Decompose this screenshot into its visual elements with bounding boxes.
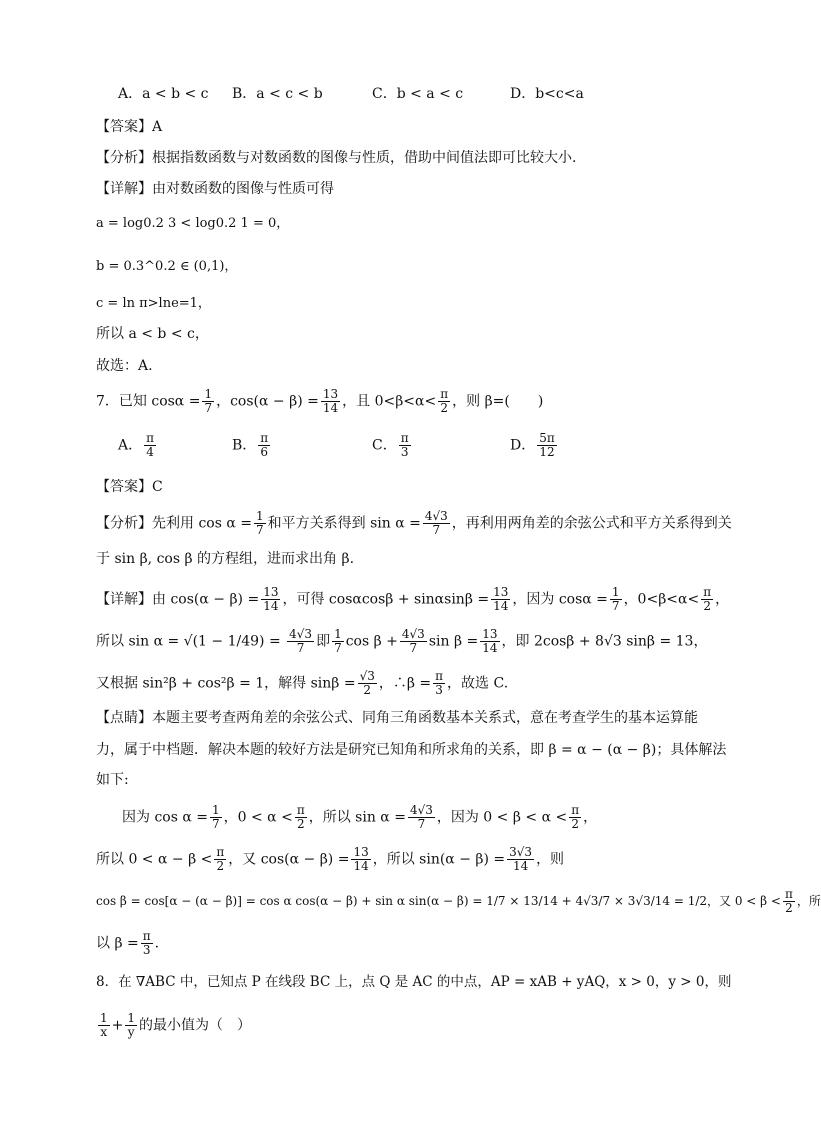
q6-detail bbox=[96, 179, 334, 199]
denominator: 2 bbox=[571, 817, 579, 831]
fraction bbox=[295, 804, 307, 831]
denominator: 7 bbox=[432, 523, 441, 537]
comment-part: 所以 0 < α − β < bbox=[96, 851, 213, 868]
numerator: 13 bbox=[353, 845, 369, 859]
denominator: 12 bbox=[539, 445, 555, 459]
denominator: 14 bbox=[512, 859, 529, 873]
numerator: π bbox=[784, 887, 793, 901]
numerator: 4√3 bbox=[424, 509, 448, 523]
denominator: 14 bbox=[493, 599, 509, 613]
option-label: C． bbox=[372, 437, 397, 454]
detail-part: ，因为 cosα = bbox=[512, 591, 608, 608]
denominator: 2 bbox=[440, 401, 448, 415]
q7-comment-line5 bbox=[96, 846, 564, 873]
denominator: 3 bbox=[435, 683, 443, 697]
detail-part: ，即 2cosβ + 8√3 sinβ = 13， bbox=[501, 633, 708, 650]
detail-tag: 【详解】 bbox=[96, 181, 152, 197]
q7-detail-line3 bbox=[96, 670, 508, 697]
q7-comment-line6 bbox=[96, 888, 821, 915]
fraction bbox=[569, 804, 581, 831]
numerator: 5π bbox=[539, 431, 555, 445]
q7-comment-line7 bbox=[96, 930, 159, 957]
numerator: π bbox=[146, 431, 155, 445]
q7-stem bbox=[96, 388, 543, 415]
numerator: π bbox=[260, 431, 269, 445]
q7-comment-line3: 如下: bbox=[96, 772, 129, 788]
denominator: 7 bbox=[409, 641, 418, 655]
detail-text: 由对数函数的图像与性质可得 bbox=[152, 181, 334, 197]
analysis-part: 先利用 cos α = bbox=[152, 515, 252, 532]
comment-part: 以 β = bbox=[96, 935, 139, 952]
denominator: 14 bbox=[353, 859, 369, 873]
option-label: B． bbox=[232, 437, 257, 454]
detail-part: ，可得 cosαcosβ + sinαsinβ = bbox=[282, 591, 490, 608]
detail-part: cos β + bbox=[345, 633, 398, 650]
q8-stem-line2: $\frac{1}{x}$ + $\frac{1}{y}$ 的最小值为（ ） bbox=[100, 1011, 252, 1039]
denominator: 3 bbox=[142, 943, 151, 957]
q6-option-b: B．a < c < b bbox=[232, 86, 323, 102]
detail-part: 又根据 sin²β + cos²β = 1，解得 sinβ = bbox=[96, 675, 356, 692]
denominator: y bbox=[127, 1025, 135, 1039]
fraction bbox=[423, 510, 450, 537]
analysis-part: 和平方关系得到 sin α = bbox=[267, 515, 421, 532]
numerator: 4√3 bbox=[409, 803, 433, 817]
numerator: 1 bbox=[256, 509, 264, 523]
q6-line-b: b = 0.3^0.2 ∈ (0,1)， bbox=[96, 259, 238, 274]
q7-option-b bbox=[232, 432, 272, 459]
numerator: 1 bbox=[204, 387, 213, 401]
fraction bbox=[144, 432, 156, 459]
fraction bbox=[261, 586, 280, 613]
fraction bbox=[537, 432, 557, 459]
denominator: 7 bbox=[334, 641, 342, 655]
q7-option-c bbox=[372, 432, 413, 459]
denominator: 3 bbox=[400, 445, 409, 459]
numerator: 13 bbox=[263, 585, 279, 599]
fraction bbox=[433, 670, 445, 697]
q6-option-c: C．b < a < c bbox=[372, 86, 464, 102]
numerator: 13 bbox=[322, 387, 339, 401]
numerator: 3√3 bbox=[509, 845, 533, 859]
q7-analysis-cont: 于 sin β, cos β 的方程组，进而求出角 β. bbox=[96, 551, 355, 567]
denominator: 14 bbox=[322, 401, 339, 415]
answer-value: C bbox=[152, 479, 163, 495]
q7-option-a bbox=[118, 432, 158, 459]
detail-part: sin β = bbox=[428, 633, 479, 650]
numerator: π bbox=[435, 669, 444, 683]
answer-tag: 【答案】 bbox=[96, 479, 152, 495]
fraction bbox=[491, 586, 510, 613]
detail-tag: 【详解】 bbox=[96, 591, 152, 608]
denominator: 6 bbox=[260, 445, 269, 459]
fraction bbox=[287, 628, 314, 655]
fraction bbox=[610, 586, 622, 613]
q6-line-choose: 故选：A. bbox=[96, 358, 153, 374]
q6-analysis bbox=[96, 148, 576, 168]
fraction bbox=[214, 846, 226, 873]
numerator: π bbox=[571, 803, 580, 817]
detail-part: 由 cos(α − β) = bbox=[152, 591, 260, 608]
comment-part: . bbox=[154, 935, 160, 952]
q7-stem-part: ，cos(α − β) = bbox=[216, 393, 319, 410]
fraction bbox=[210, 804, 222, 831]
q6-line-c: c = ln π>lne=1， bbox=[96, 296, 211, 311]
product-expression: 1/7 × 13/14 + 4√3/7 × 3√3/14 = 1/2 bbox=[486, 894, 708, 908]
comment-part: ，又 cos(α − β) = bbox=[228, 851, 350, 868]
denominator: x bbox=[100, 1025, 108, 1039]
q6-line-so: 所以 a < b < c， bbox=[96, 326, 209, 342]
numerator: 13 bbox=[482, 627, 498, 641]
comment-tag: 【点睛】 bbox=[96, 710, 152, 726]
answer-value: A bbox=[152, 119, 163, 135]
q7-analysis bbox=[96, 510, 732, 537]
denominator: 14 bbox=[482, 641, 498, 655]
sqrt-expression: √(1 − 1/49) bbox=[183, 633, 265, 650]
fraction bbox=[408, 804, 435, 831]
q7-stem-part: ，则 β=( ) bbox=[452, 393, 544, 410]
numerator: π bbox=[440, 387, 449, 401]
denominator: 2 bbox=[216, 859, 225, 873]
denominator: 7 bbox=[256, 523, 264, 537]
denominator: 4 bbox=[146, 445, 154, 459]
detail-part: ， bbox=[715, 591, 730, 608]
fraction bbox=[400, 628, 427, 655]
comment-text: 本题主要考查两角差的余弦公式、同角三角函数基本关系式，意在考查学生的基本运算能 bbox=[152, 710, 698, 726]
q7-answer bbox=[96, 477, 163, 497]
q6-line-a: a = log0.2 3 < log0.2 1 = 0， bbox=[96, 216, 290, 231]
analysis-tag: 【分析】 bbox=[96, 150, 152, 166]
fraction bbox=[141, 930, 153, 957]
q7-comment-line4 bbox=[122, 804, 597, 831]
fraction bbox=[332, 628, 344, 655]
denominator: 2 bbox=[785, 901, 793, 915]
q7-stem-part: ，且 0<β<α< bbox=[342, 393, 437, 410]
denominator: 14 bbox=[263, 599, 279, 613]
fraction bbox=[321, 388, 340, 415]
q6-option-a: A．a < b < c bbox=[118, 86, 209, 102]
fraction bbox=[258, 432, 270, 459]
q8-stem: 8．在 ∇ABC 中，已知点 P 在线段 BC 上，点 Q 是 AC 的中点，AP = xAB + yAQ，x > 0，y > 0，则 bbox=[96, 974, 732, 990]
denominator: 2 bbox=[703, 599, 711, 613]
comment-part: ， bbox=[583, 809, 598, 826]
denominator: 2 bbox=[363, 683, 372, 697]
detail-part: 即 bbox=[316, 633, 331, 650]
denominator: 2 bbox=[296, 817, 305, 831]
q7-detail-line2: 所以 sin α = √(1 − 1/49) = $\frac{4√3}{7}$ 即 $\frac{1}{7}$ cos β + $\frac{4√3}{7}$ sin β = $\frac{13}{14}$ ，即 2cosβ + 8√3 sinβ = 13， bbox=[96, 627, 708, 655]
numerator: 1 bbox=[611, 585, 620, 599]
detail-part: ，故选 C. bbox=[447, 675, 509, 692]
fraction bbox=[701, 586, 713, 613]
comment-part: ，所以 sin α = bbox=[308, 809, 406, 826]
fraction bbox=[202, 388, 214, 415]
numerator: 13 bbox=[493, 585, 509, 599]
numerator: 4√3 bbox=[289, 627, 313, 641]
numerator: π bbox=[703, 585, 712, 599]
fraction bbox=[399, 432, 411, 459]
fraction bbox=[98, 1012, 110, 1039]
fraction bbox=[358, 670, 377, 697]
detail-part: ，∴β = bbox=[378, 675, 432, 692]
numerator: π bbox=[296, 803, 305, 817]
q7-comment-line2: 力，属于中档题．解决本题的较好方法是研究已知角和所求角的关系，即 β = α − (α − β)；具体解法 bbox=[96, 742, 727, 758]
fraction bbox=[480, 628, 499, 655]
comment-part: 因为 cos α = bbox=[122, 809, 208, 826]
q8-stem-part: 的最小值为（ ） bbox=[139, 1017, 252, 1034]
numerator: √3 bbox=[359, 669, 375, 683]
detail-part: ，0<β<α< bbox=[623, 591, 700, 608]
numerator: π bbox=[216, 845, 225, 859]
analysis-tag: 【分析】 bbox=[96, 515, 152, 532]
q6-answer bbox=[96, 117, 162, 137]
fraction bbox=[254, 510, 266, 537]
comment-part: ，因为 0 < β < α < bbox=[436, 809, 568, 826]
denominator: 7 bbox=[212, 817, 220, 831]
denominator: 7 bbox=[417, 817, 426, 831]
q7-detail bbox=[96, 586, 729, 613]
denominator: 7 bbox=[611, 599, 620, 613]
option-label: A． bbox=[118, 437, 143, 454]
numerator: π bbox=[142, 929, 151, 943]
fraction bbox=[438, 388, 450, 415]
numerator: 1 bbox=[212, 803, 220, 817]
numerator: 1 bbox=[334, 627, 342, 641]
q7-option-d bbox=[510, 432, 559, 459]
comment-part: ，则 bbox=[536, 851, 565, 868]
fraction bbox=[351, 846, 370, 873]
q6-option-d: D．b<c<a bbox=[510, 86, 584, 102]
numerator: π bbox=[400, 431, 409, 445]
numerator: 1 bbox=[127, 1011, 136, 1025]
comment-part: cos β = cos[α − (α − β)] = cos α cos(α − β) + sin α sin(α − β) = bbox=[96, 894, 483, 908]
comment-part: ，所 bbox=[796, 894, 821, 908]
numerator: 4√3 bbox=[401, 627, 425, 641]
q7-comment bbox=[96, 708, 698, 728]
comment-part: ，所以 sin(α − β) = bbox=[372, 851, 506, 868]
fraction bbox=[507, 846, 534, 873]
analysis-text: 根据指数函数与对数函数的图像与性质，借助中间值法即可比较大小. bbox=[152, 150, 577, 166]
fraction bbox=[125, 1012, 137, 1039]
comment-part: ，又 0 < β < bbox=[707, 894, 781, 908]
fraction bbox=[783, 888, 795, 915]
numerator: 1 bbox=[100, 1011, 108, 1025]
detail-part: 所以 sin α = bbox=[96, 633, 180, 650]
option-label: D． bbox=[510, 437, 536, 454]
denominator: 7 bbox=[296, 641, 305, 655]
answer-tag: 【答案】 bbox=[96, 119, 152, 135]
denominator: 7 bbox=[204, 401, 213, 415]
q7-stem-part: 7．已知 cosα = bbox=[96, 393, 201, 410]
comment-part: ，0 < α < bbox=[223, 809, 293, 826]
analysis-part: ，再利用两角差的余弦公式和平方关系得到关 bbox=[451, 515, 732, 532]
